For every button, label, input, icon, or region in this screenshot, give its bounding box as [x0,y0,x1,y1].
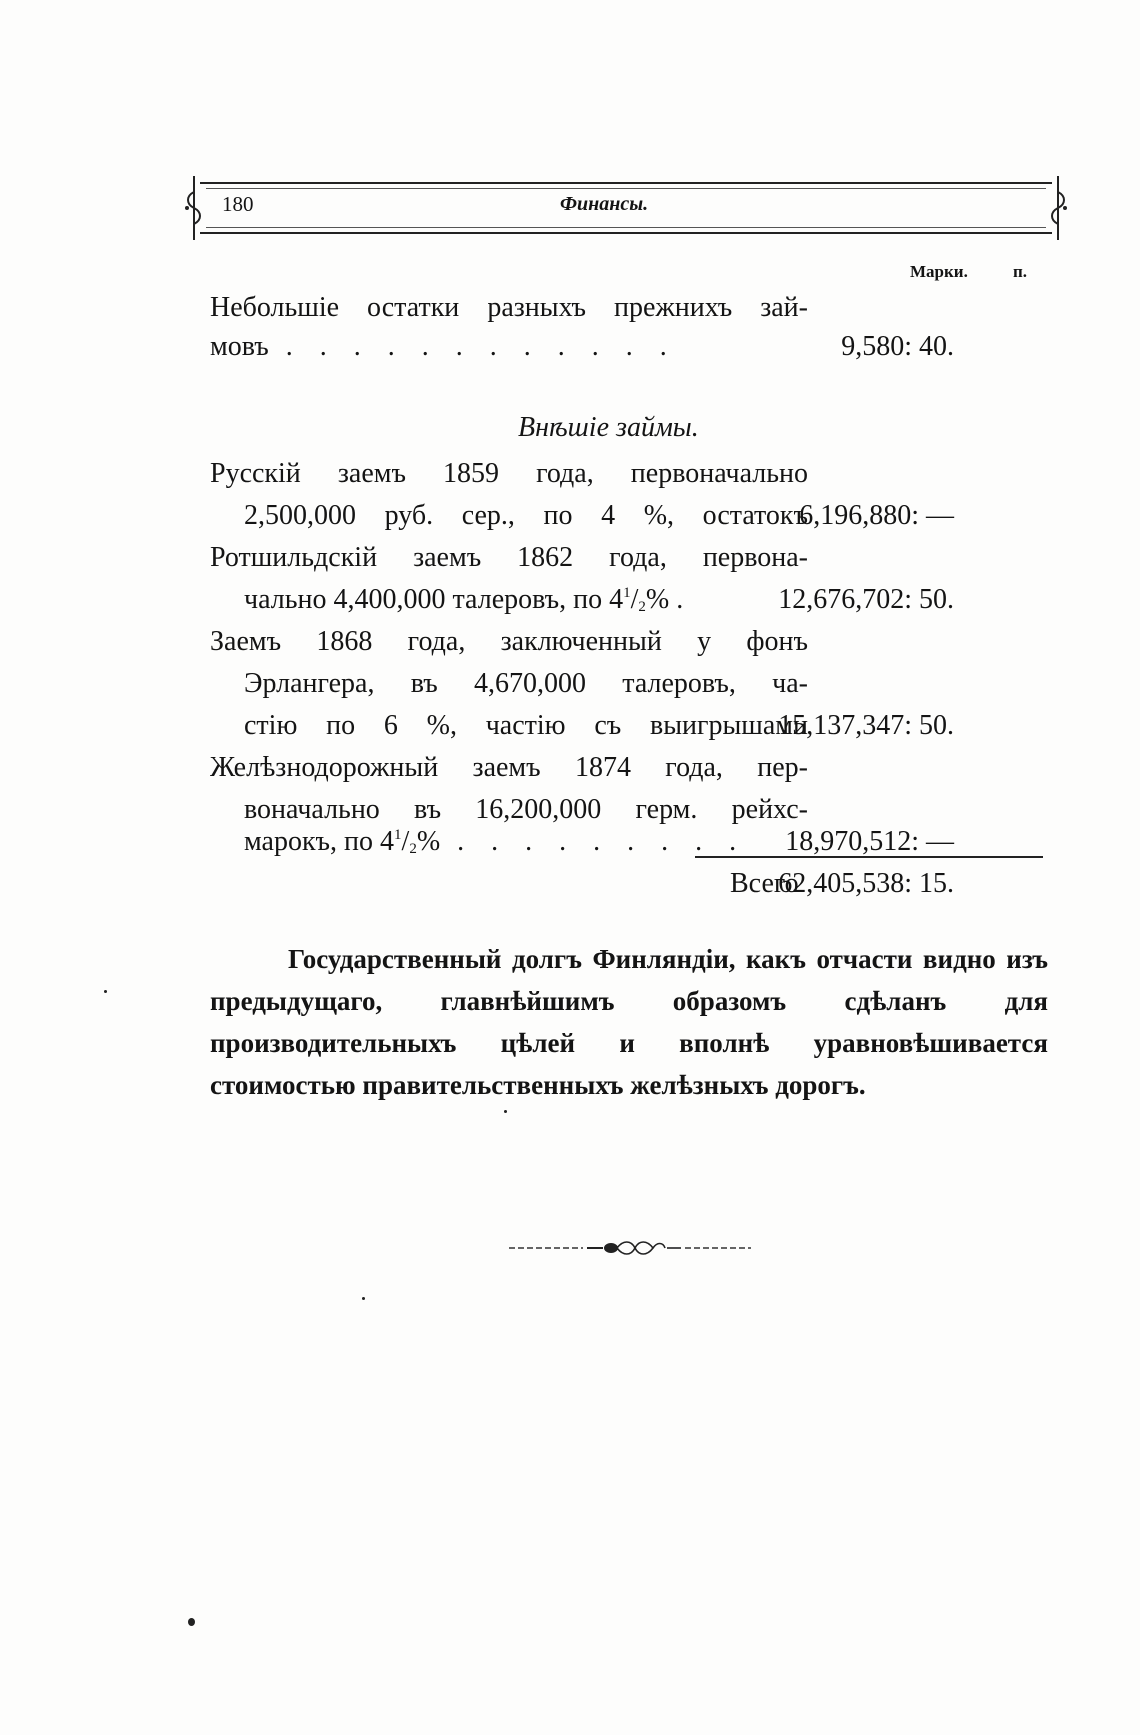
loan-1868-amount: 15,137,347: 50. [778,710,954,741]
loan-1874-line-2: воначально въ 16,200,000 герм. рейхс- [244,794,808,825]
loan-1862-line-2: чально 4,400,000 талеровъ, по $4^1/_2\%$ . [244,584,684,615]
loan-1874-line-3: марокъ, по $4^1/_2\%$ . . . . . . . . . [244,826,747,857]
loan-1874-amount: 18,970,512: — [785,826,954,857]
page-number: 180 [222,192,254,216]
loan-1874-line-1: Желѣзнодорожный заемъ 1874 года, пер- [210,752,808,783]
loan-1859-line-2: 2,500,000 руб. сер., по 4 %, остатокъ [244,500,808,531]
loan-1868-line-2: Эрлангера, въ 4,670,000 талеровъ, ча- [244,668,808,699]
loan-1859-amount: 6,196,880: — [799,500,954,531]
loan-1868-line-3: стію по 6 %, частію съ выигрышами [244,710,808,741]
print-speck [504,1110,507,1113]
foreign-loans-heading: Внѣшіе займы. [518,412,699,443]
domestic-line-1: Небольшіе остатки разныхъ прежнихъ зай- [210,292,808,323]
total-amount: 62,405,538: 15. [778,868,954,899]
running-title: Финансы. [560,193,649,215]
domestic-amount: 9,580: 40. [841,331,954,362]
leader-dots: . . . . . . . . . . . . [268,331,677,362]
total-label: Всего [730,868,799,899]
body-paragraph: Государственный долгъ Финляндіи, какъ отчасти видно изъ предыдущаго, главнѣйшимъ образомъ сдѣланъ для производительныхъ цѣлей и вполнѣ уравновѣшивается стоимостью правительственныхъ желѣзныхъ дорогъ. [210,944,1048,1100]
left-ornament-icon [184,174,204,242]
leader-dots: . . . . . . . . . [440,826,747,857]
loan-1859-line-1: Русскій заемъ 1859 года, первоначально [210,458,808,489]
loan-1868-line-1: Заемъ 1868 года, заключенный у фонъ [210,626,808,657]
column-header-pennies: п. [1013,262,1028,281]
loan-1862-line-1: Ротшильдскій заемъ 1862 года, первона- [210,542,808,573]
print-speck [188,1618,195,1626]
print-speck [362,1297,365,1300]
print-speck [104,990,107,993]
column-header-marks: Марки. [910,262,968,281]
loan-1862-amount: 12,676,702: 50. [778,584,954,615]
domestic-line-2: мовъ . . . . . . . . . . . . [210,331,677,362]
sum-rule [695,856,1043,858]
end-ornament-icon [505,1238,755,1258]
right-ornament-icon [1048,174,1068,242]
